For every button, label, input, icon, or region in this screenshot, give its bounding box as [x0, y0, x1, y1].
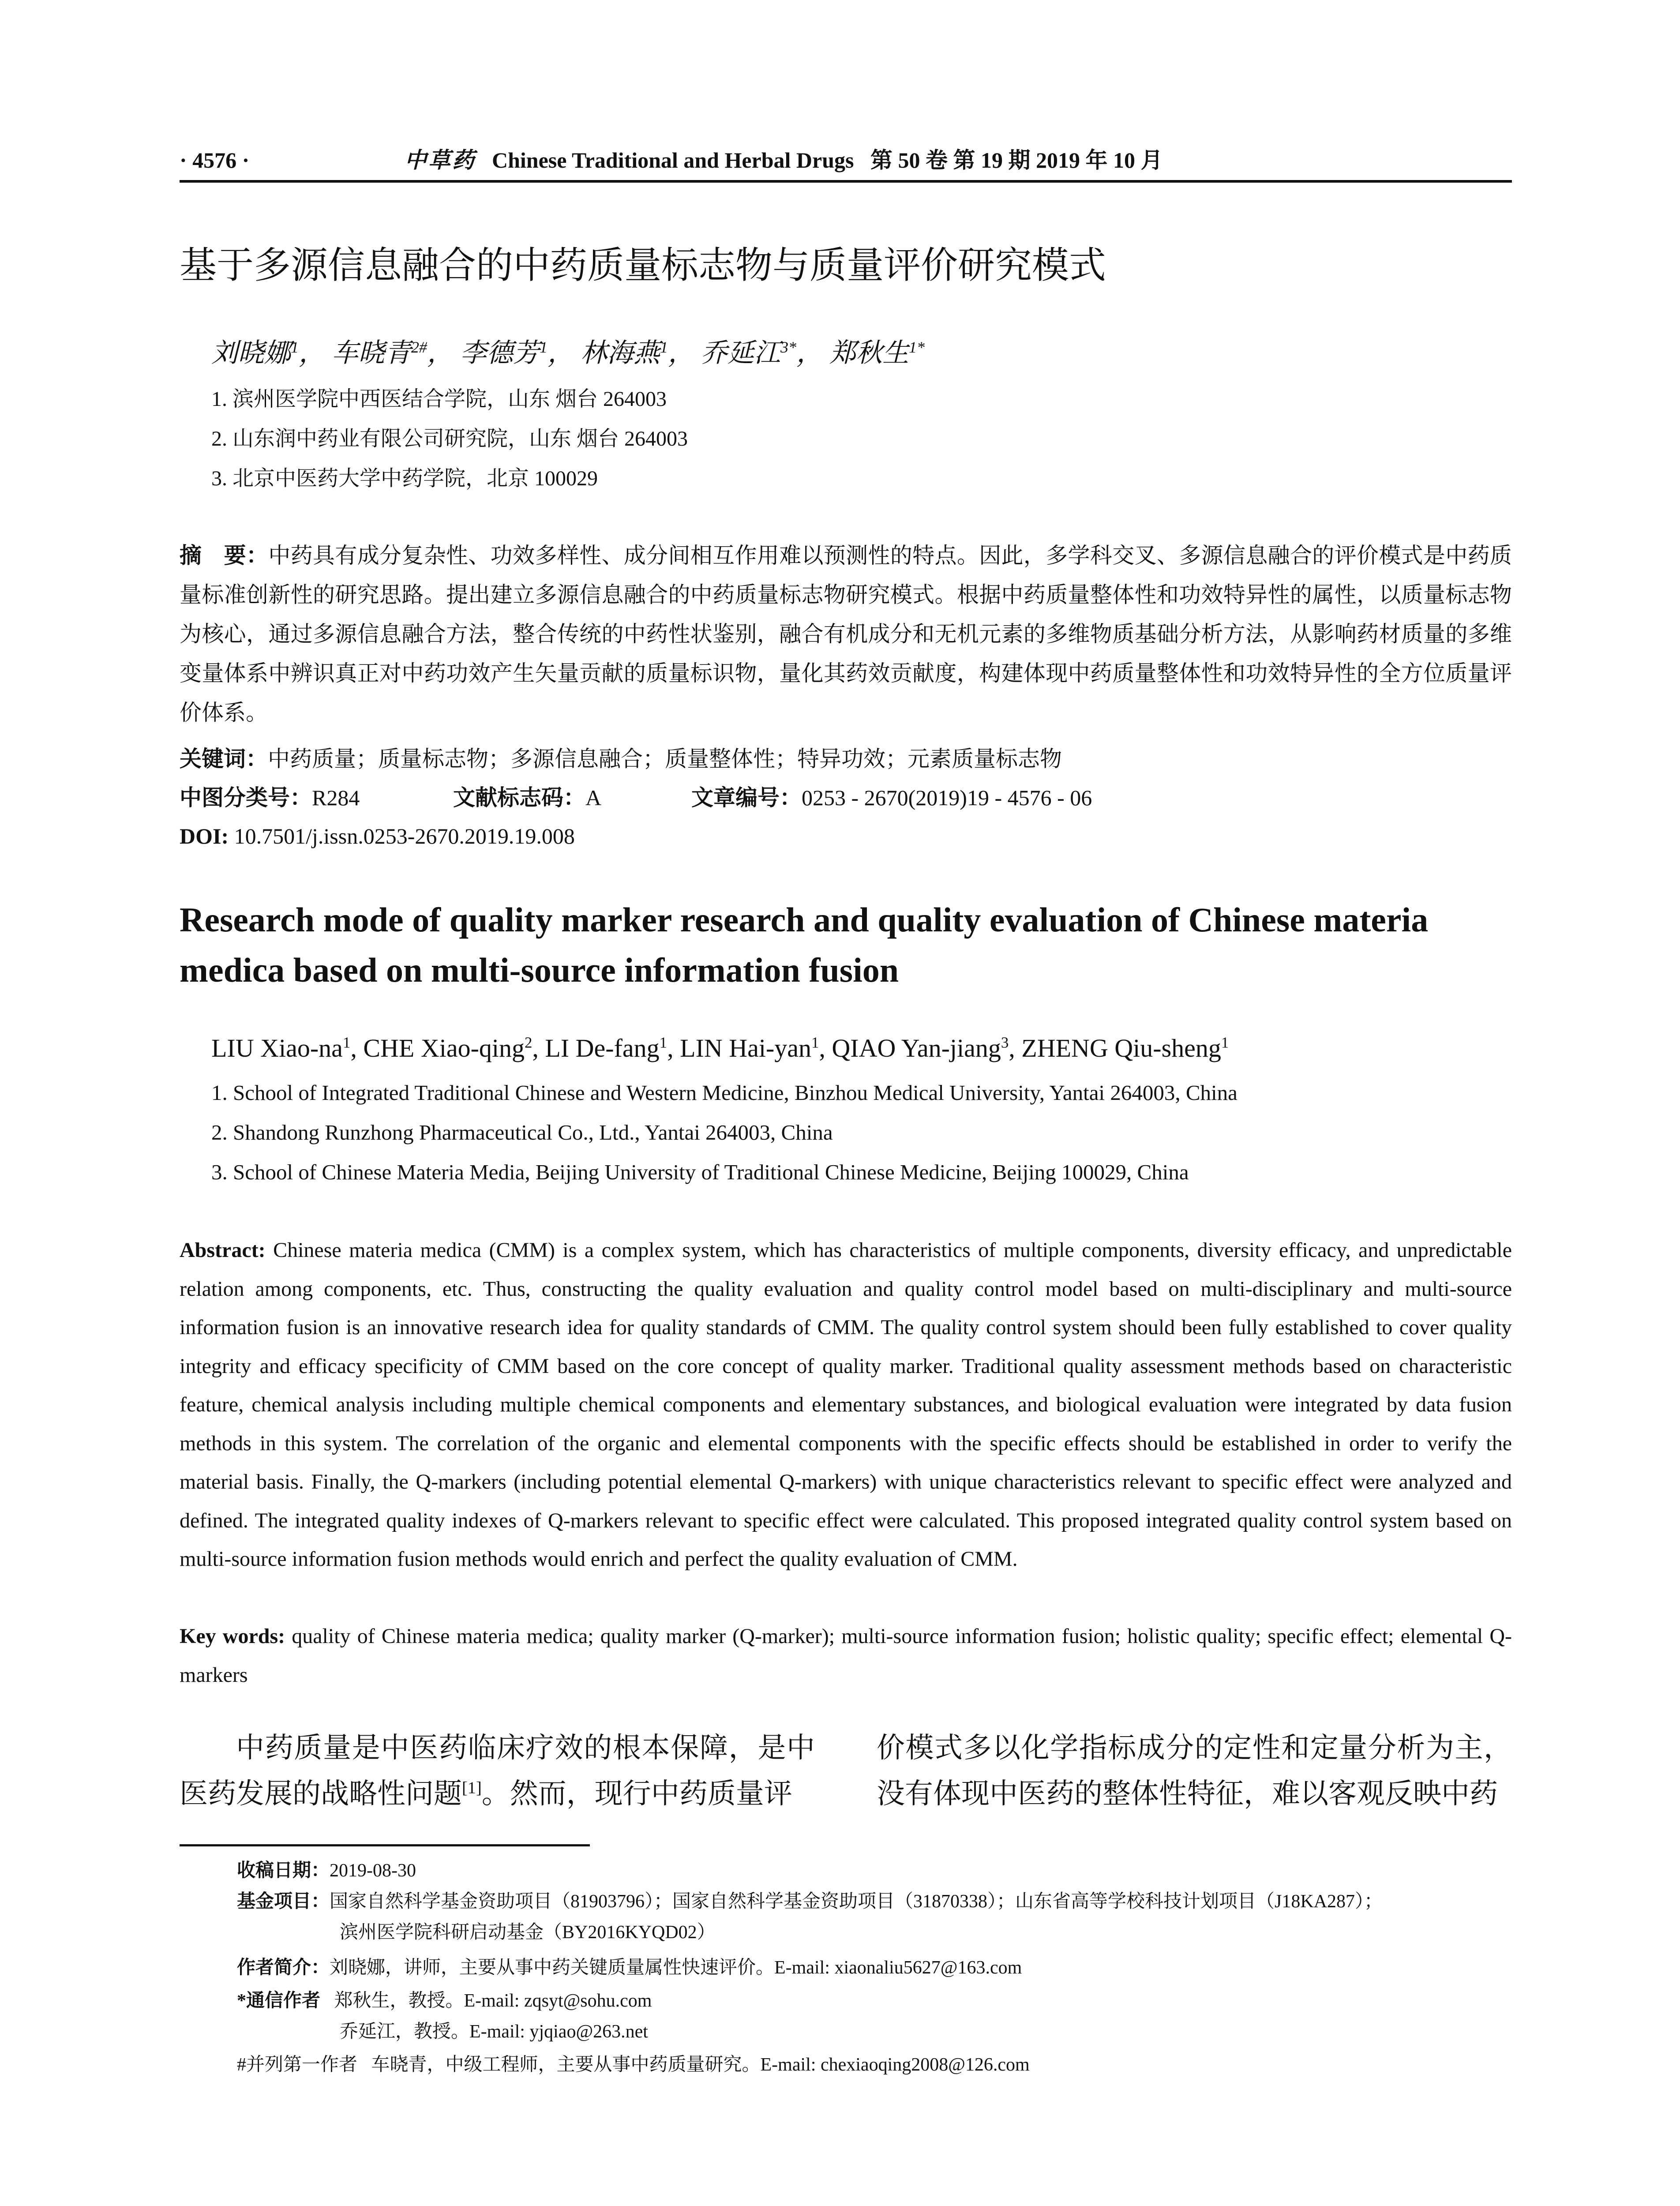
cn-abstract-text: 中药具有成分复杂性、功效多样性、成分间相互作用难以预测性的特点。因此，多学科交叉、多源信息融合的评价模式是中药质量标准创新性的研究思路。提出建立多源信息融合的中药质量标志物研究模式。根据中药质量整体性和功效特异性的属性，以质量标志物为核心，通过多源信息融合方法，整合传统的中药性状鉴别，融合有机成分和无机元素的多维物质基础分析方法，从影响药材质量的多维变量体系中辨识真正对中药功效产生矢量贡献的质量标识物，量化其药效贡献度，构建体现中药质量整体性和功效特异性的全方位质量评价体系。: [180, 543, 1512, 725]
doi-label: DOI:: [180, 824, 229, 848]
cn-author: 郑秋生$^{1*}$: [829, 338, 925, 368]
doi-line: [180, 818, 575, 854]
running-header: [180, 140, 1512, 183]
en-keywords: [180, 1617, 1512, 1694]
footnote-cofirst: #并列第一作者 车晓青，中级工程师，主要从事中药质量研究。E-mail: chexiaoqing2008@126.com: [237, 2055, 1030, 2075]
en-author: LI De-fang$^1$,: [545, 1034, 680, 1062]
cn-affiliation: 3. 北京中医药大学中药学院，北京 100029: [211, 467, 598, 490]
en-author-list: [211, 1031, 1229, 1066]
footnote-divider: [180, 1844, 590, 1846]
cn-author: 林海燕$^1$，: [581, 338, 694, 368]
en-author: LIN Hai-yan$^1$,: [680, 1034, 832, 1062]
footnote-received: 收稿日期：2019-08-30: [237, 1861, 416, 1881]
journal-info: [405, 140, 1162, 180]
page-number: · 4576 ·: [180, 148, 250, 173]
journal-name-en: Chinese Traditional and Herbal Drugs: [492, 148, 854, 173]
en-keywords-label: Key words:: [180, 1624, 285, 1648]
en-author: ZHENG Qiu-sheng$^1$: [1021, 1034, 1229, 1062]
en-affiliation: 3. School of Chinese Materia Media, Beijing University of Traditional Chinese Medicine, Beijing 100029, China: [211, 1160, 1189, 1184]
doc-code-value: A: [585, 785, 602, 810]
en-author: QIAO Yan-jiang$^3$,: [832, 1034, 1022, 1062]
cn-keywords: [180, 741, 1062, 777]
article-no-value: 0253 - 2670(2019)19 - 4576 - 06: [802, 785, 1092, 810]
en-abstract-text: Chinese materia medica (CMM) is a complex system, which has characteristics of multiple components, diversity efficacy, and unpredictable relation among components, etc. Thus, constructing the quality evaluation and quality control model based on multi-disciplinary and multi-source information fusion is an innovative research idea for quality standards of CMM. The quality control system should been fully established to cover quality integrity and efficacy specificity of CMM based on the core concept of quality marker. Traditional quality assessment methods based on characteristic feature, chemical analysis including multiple chemical components and elementary substances, and biological evaluation were integrated by data fusion methods in this system. The correlation of the organic and elemental components with the specific effects should be established in order to verify the material basis. Finally, the Q-markers (including potential elemental Q-markers) with unique characteristics relevant to specific effect were analyzed and defined. The integrated quality indexes of Q-markers relevant to specific effect were calculated. This proposed integrated quality control system based on multi-source information fusion methods would enrich and perfect the quality evaluation of CMM.: [180, 1238, 1512, 1571]
body-column-left: [180, 1725, 815, 1817]
clc-label: 中图分类号：: [180, 785, 312, 810]
cn-author: 刘晓娜$^1$，: [211, 338, 325, 368]
cn-keywords-text: 中药质量；质量标志物；多源信息融合；质量整体性；特异功效；元素质量标志物: [268, 747, 1062, 771]
en-abstract: [180, 1231, 1512, 1579]
en-keywords-text: quality of Chinese materia medica; quality marker (Q-marker); multi-source information fusion; holistic quality; specific effect; elemental Q-markers: [180, 1624, 1512, 1687]
cn-author: 李德芳$^1$，: [460, 338, 574, 368]
footnote-corresponding-2: 乔延江，教授。E-mail: yjqiao@263.net: [340, 2022, 648, 2042]
paper-page: [180, 0, 1512, 2206]
cn-abstract: [180, 536, 1512, 732]
footnote-fund-cont: 滨州医学院科研启动基金（BY2016KYQD02）: [340, 1922, 716, 1943]
body-text: 中药质量是中医药临床疗效的根本保障，是中医药发展的战略性问题: [180, 1732, 815, 1809]
en-affiliation: 2. Shandong Runzhong Pharmaceutical Co., Ltd., Yantai 264003, China: [211, 1120, 833, 1144]
classification-line: [180, 780, 1092, 815]
doc-code-label: 文献标志码：: [453, 785, 585, 810]
en-author: LIU Xiao-$na^1$,: [211, 1034, 364, 1062]
journal-issue: 第 50 卷 第 19 期 2019 年 10 月: [870, 148, 1163, 173]
clc-value: R284: [312, 785, 360, 810]
en-author: CHE Xiao-qing$^2$,: [363, 1034, 545, 1062]
cn-affiliation: 1. 滨州医学院中西医结合学院，山东 烟台 264003: [211, 387, 667, 411]
body-column-right: [877, 1725, 1512, 1817]
cn-author: 乔延江$^{3*}$，: [701, 338, 823, 368]
citation-ref[interactable]: [1]: [462, 1778, 482, 1797]
en-title: Research mode of quality marker research and quality evaluation of Chinese materia medica based on multi-source information fusion: [180, 900, 1429, 989]
article-no-label: 文章编号：: [691, 785, 802, 810]
body-text: 。然而，现行中药质量评: [481, 1778, 792, 1809]
en-affiliation: 1. School of Integrated Traditional Chinese and Western Medicine, Binzhou Medical University, Yantai 264003, China: [211, 1080, 1238, 1105]
body-text: 价模式多以化学指标成分的定性和定量分析为主，没有体现中医药的整体性特征，难以客观反映中药: [877, 1732, 1512, 1809]
footnote-fund: 基金项目：国家自然科学基金资助项目（81903796）；国家自然科学基金资助项目（31870338）；山东省高等学校科技计划项目（J18KA287）；: [237, 1891, 1383, 1912]
cn-abstract-label: 摘 要：: [180, 543, 269, 568]
cn-keywords-label: 关键词：: [180, 747, 268, 771]
doi-value: 10.7501/j.issn.0253-2670.2019.19.008: [234, 824, 575, 848]
journal-logo-cn: 中草药: [405, 148, 476, 173]
footnote-author: 作者简介：刘晓娜，讲师，主要从事中药关键质量属性快速评价。E-mail: xiaonaliu5627@163.com: [237, 1958, 1022, 1978]
cn-affiliation: 2. 山东润中药业有限公司研究院，山东 烟台 264003: [211, 427, 688, 450]
cn-title: 基于多源信息融合的中药质量标志物与质量评价研究模式: [180, 245, 1106, 286]
cn-author-list: [211, 335, 925, 371]
footnote-corresponding: *通信作者 郑秋生，教授。E-mail: zqsyt@sohu.com: [237, 1991, 652, 2011]
en-abstract-label: Abstract:: [180, 1238, 266, 1262]
cn-author: 车晓青$^{2\#}$，: [332, 338, 454, 368]
